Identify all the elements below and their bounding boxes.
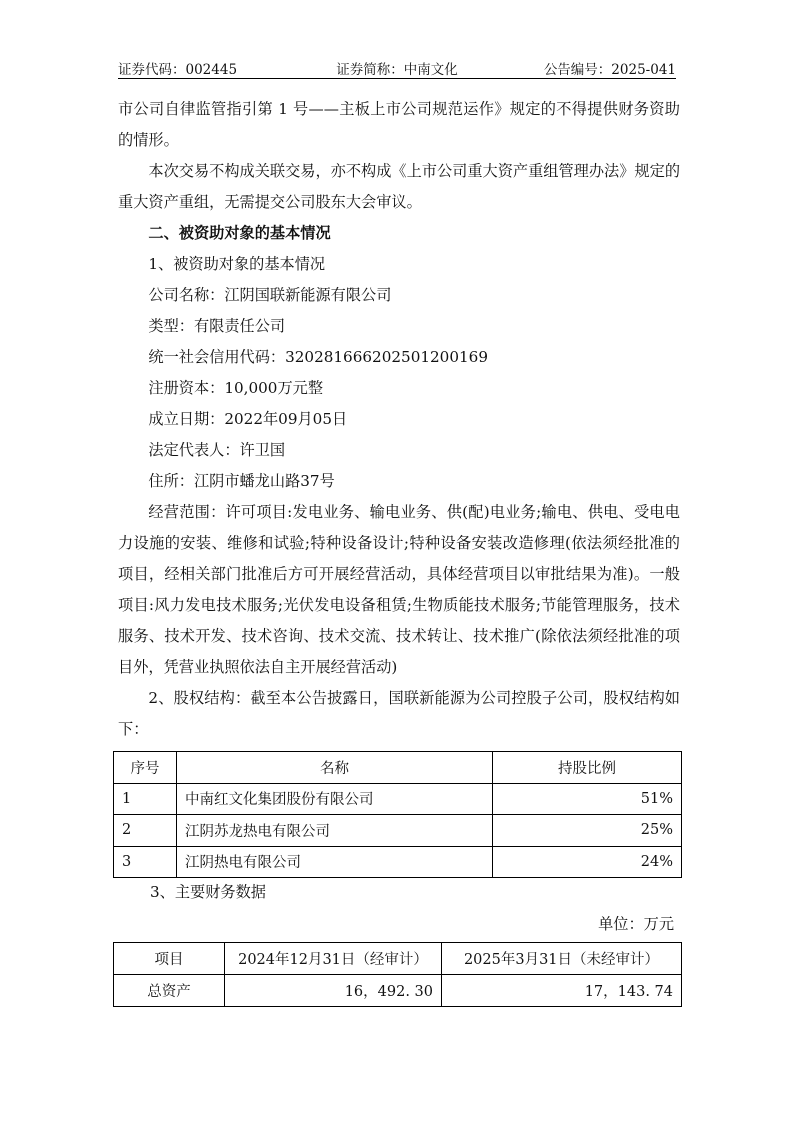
credit-code: 统一社会信用代码：320281666202501200169 xyxy=(148,348,488,366)
table-header: 2024年12月31日（经审计） xyxy=(225,943,442,975)
company-name: 公司名称：江阴国联新能源有限公司 xyxy=(148,286,392,304)
paragraph-continued: 市公司自律监管指引第 1 号——主板上市公司规范运作》规定的不得提供财务资助的情形。 xyxy=(118,100,680,149)
paragraph-transaction: 本次交易不构成关联交易，亦不构成《上市公司重大资产重组管理办法》规定的重大资产重组，无需提交公司股东大会审议。 xyxy=(118,162,680,211)
document-body xyxy=(118,94,680,745)
table-header: 名称 xyxy=(177,752,493,784)
financial-table xyxy=(113,942,682,1007)
table-cell: 16，492. 30 xyxy=(225,975,442,1007)
table-row xyxy=(114,975,682,1007)
address: 住所：江阴市蟠龙山路37号 xyxy=(148,472,335,490)
company-type: 类型：有限责任公司 xyxy=(148,317,286,335)
table-cell: 江阴热电有限公司 xyxy=(177,846,493,878)
table-cell: 25% xyxy=(493,815,682,847)
business-scope: 经营范围：许可项目:发电业务、输电业务、供(配)电业务;输电、供电、受电电力设施的安装、维修和试验;特种设备设计;特种设备安装改造修理(依法须经批准的项目，经相关部门批准后方可开展经营活动，具体经营项目以审批结果为准)。一般项目:风力发电技术服务;光伏发电设备租赁;生物质能技术服务;节能管理服务，技术服务、技术开发、技术咨询、技术交流、技术转让、技术推广(除依法须经批准的项目外，凭营业执照依法自主开展经营活动) xyxy=(118,503,680,676)
legal-representative: 法定代表人：许卫国 xyxy=(148,441,286,459)
financial-data-heading: 3、主要财务数据 xyxy=(150,883,266,901)
stock-name: 证券简称：中南文化 xyxy=(336,62,458,78)
table-header: 持股比例 xyxy=(493,752,682,784)
table-row xyxy=(114,783,682,815)
registered-capital: 注册资本：10,000万元整 xyxy=(148,379,324,397)
equity-table xyxy=(113,751,682,878)
table-row xyxy=(114,846,682,878)
stock-code: 证券代码：002445 xyxy=(118,62,238,78)
notice-number: 公告编号：2025-041 xyxy=(543,62,676,78)
unit-label: 单位：万元 xyxy=(598,915,674,933)
table-header: 项目 xyxy=(114,943,225,975)
table-cell: 中南红文化集团股份有限公司 xyxy=(177,783,493,815)
table-header: 序号 xyxy=(114,752,177,784)
table-cell: 51% xyxy=(493,783,682,815)
table-cell: 2 xyxy=(114,815,177,847)
subsection-heading: 1、被资助对象的基本情况 xyxy=(148,255,326,273)
table-cell: 江阴苏龙热电有限公司 xyxy=(177,815,493,847)
page-header xyxy=(118,56,676,79)
equity-structure-intro: 2、股权结构：截至本公告披露日，国联新能源为公司控股子公司，股权结构如下： xyxy=(118,689,680,738)
section-heading: 二、被资助对象的基本情况 xyxy=(148,224,331,242)
table-cell: 1 xyxy=(114,783,177,815)
table-cell: 3 xyxy=(114,846,177,878)
table-cell: 24% xyxy=(493,846,682,878)
table-cell: 17，143. 74 xyxy=(442,975,682,1007)
table-row xyxy=(114,815,682,847)
table-header-row xyxy=(114,943,682,975)
establish-date: 成立日期：2022年09月05日 xyxy=(148,410,348,428)
table-header-row xyxy=(114,752,682,784)
table-cell: 总资产 xyxy=(114,975,225,1007)
table-header: 2025年3月31日（未经审计） xyxy=(442,943,682,975)
